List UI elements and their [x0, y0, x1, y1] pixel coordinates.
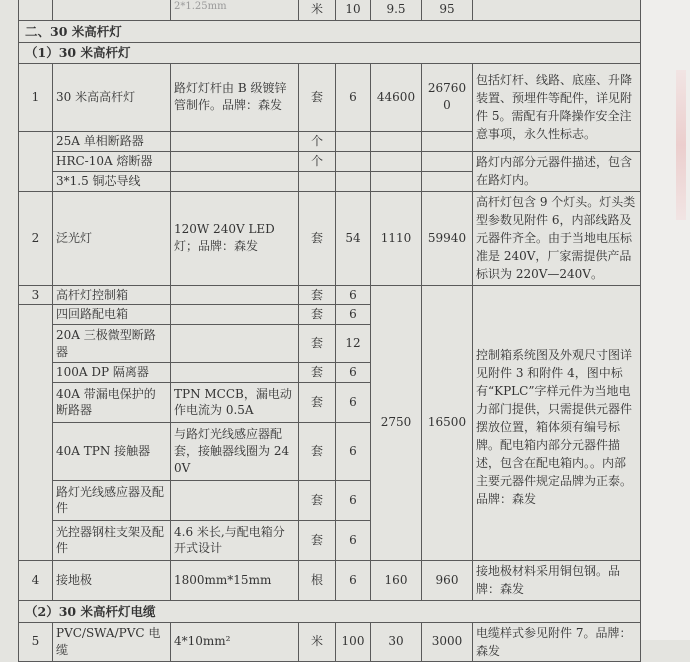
item-spec: 1800mm*15mm	[171, 560, 299, 600]
part-unit: 套	[299, 480, 336, 520]
part-qty: 6	[336, 480, 371, 520]
item-qty: 6	[336, 63, 371, 131]
subsection-heading-row	[19, 600, 641, 622]
part-qty: 6	[336, 285, 371, 305]
item-note: 包括灯杆、线路、底座、升降装置、预埋件等配件，详见附件 5。需配有升降操作安全注意事项，永久性标志。	[473, 63, 641, 151]
table-row	[19, 560, 641, 600]
section-heading-row	[19, 21, 641, 43]
item-note: 控制箱系统图及外观尺寸图详见附件 3 和附件 4，图中标有“KPLC”字样元件为当地电力部门提供，只需提供元器件摆放位置，箱体须有编号标牌。配电箱内部分元器件描述，包含在配电箱内。。内部主要元器件规定品牌为正泰。品牌：森发	[473, 285, 641, 560]
parts-note: 路灯内部分元器件描述，包含在路灯内。	[473, 151, 641, 191]
item-total: 960	[422, 560, 473, 600]
part-spec	[171, 305, 299, 325]
part-name: 高杆灯控制箱	[53, 285, 171, 305]
part-unit: 套	[299, 422, 336, 480]
part-qty: 6	[336, 382, 371, 422]
part-unit: 套	[299, 382, 336, 422]
part-spec	[171, 363, 299, 383]
item-price: 2750	[371, 285, 422, 560]
item-qty: 54	[336, 191, 371, 285]
item-price: 1110	[371, 191, 422, 285]
subsection-title: （1）30 米高杆灯	[19, 43, 641, 64]
item-name: 接地极	[53, 560, 171, 600]
part-qty: 12	[336, 325, 371, 363]
item-unit: 套	[299, 63, 336, 131]
part-name: 3*1.5 铜芯导线	[53, 171, 171, 191]
part-unit: 套	[299, 285, 336, 305]
part-qty: 6	[336, 363, 371, 383]
part-unit	[299, 171, 336, 191]
part-spec: 4.6 米长,与配电箱分开式设计	[171, 520, 299, 560]
item-unit: 套	[299, 191, 336, 285]
item-note: 电缆样式参见附件 7。品牌：森发	[473, 622, 641, 661]
red-stamp-mark	[676, 70, 686, 220]
item-number: 5	[19, 622, 53, 661]
item-name: PVC/SWA/PVC 电缆	[53, 622, 171, 661]
item-price: 160	[371, 560, 422, 600]
subsection-title: （2）30 米高杆灯电缆	[19, 600, 641, 622]
item-qty: 100	[336, 622, 371, 661]
table-row	[19, 191, 641, 285]
item-name: 泛光灯	[53, 191, 171, 285]
item-total: 59940	[422, 191, 473, 285]
part-unit: 个	[299, 151, 336, 171]
part-name: 25A 单相断路器	[53, 131, 171, 151]
unit-cell: 米	[299, 0, 336, 21]
part-spec: 与路灯光线感应器配套，接触器线圈为 240V	[171, 422, 299, 480]
part-spec	[171, 325, 299, 363]
part-unit: 套	[299, 305, 336, 325]
part-qty: 6	[336, 520, 371, 560]
section-title: 二、30 米高杆灯	[19, 21, 641, 43]
part-name: 光控器钢柱支架及配件	[53, 520, 171, 560]
item-unit: 米	[299, 622, 336, 661]
part-name: 40A TPN 接触器	[53, 422, 171, 480]
item-name: 30 米高高杆灯	[53, 63, 171, 131]
part-name: 20A 三极微型断路器	[53, 325, 171, 363]
part-name: 路灯光线感应器及配件	[53, 480, 171, 520]
table-row	[19, 63, 641, 131]
table-row	[19, 285, 641, 305]
part-name: 100A DP 隔离器	[53, 363, 171, 383]
item-number: 4	[19, 560, 53, 600]
item-unit: 根	[299, 560, 336, 600]
item-spec: 路灯灯杆由 B 级镀锌管制作。品牌：森发	[171, 63, 299, 131]
item-number: 2	[19, 191, 53, 285]
price-cell: 9.5	[371, 0, 422, 21]
item-number: 3	[19, 285, 53, 305]
item-price: 44600	[371, 63, 422, 131]
item-spec: 4*10mm²	[171, 622, 299, 661]
page-margin	[640, 0, 690, 640]
part-qty: 6	[336, 305, 371, 325]
subsection-heading-row	[19, 43, 641, 64]
item-total: 267600	[422, 63, 473, 131]
item-qty: 6	[336, 560, 371, 600]
item-note: 高杆灯包含 9 个灯头。灯头类型参数见附件 6，内部线路及元器件齐全。由于当地电压标准是 240V，厂家需提供产品标识为 220V—240V。	[473, 191, 641, 285]
part-name: 40A 带漏电保护的断路器	[53, 382, 171, 422]
part-unit: 个	[299, 131, 336, 151]
table-row	[19, 0, 641, 21]
item-number: 1	[19, 63, 53, 131]
item-spec: 120W 240V LED 灯；品牌：森发	[171, 191, 299, 285]
part-name: 四回路配电箱	[53, 305, 171, 325]
total-cell: 95	[422, 0, 473, 21]
table-container	[18, 0, 640, 662]
item-note: 接地极材料采用铜包钢。品牌：森发	[473, 560, 641, 600]
item-total: 3000	[422, 622, 473, 661]
part-name: HRC-10A 熔断器	[53, 151, 171, 171]
spec-cell: 2*1.25mm	[171, 0, 299, 21]
item-total: 16500	[422, 285, 473, 560]
part-spec: TPN MCCB，漏电动作电流为 0.5A	[171, 382, 299, 422]
part-spec	[171, 285, 299, 305]
equipment-price-table	[18, 0, 641, 662]
part-unit: 套	[299, 520, 336, 560]
item-price: 30	[371, 622, 422, 661]
table-row	[19, 151, 641, 171]
qty-cell: 10	[336, 0, 371, 21]
table-row	[19, 622, 641, 661]
part-qty: 6	[336, 422, 371, 480]
part-unit: 套	[299, 325, 336, 363]
part-unit: 套	[299, 363, 336, 383]
part-spec	[171, 480, 299, 520]
